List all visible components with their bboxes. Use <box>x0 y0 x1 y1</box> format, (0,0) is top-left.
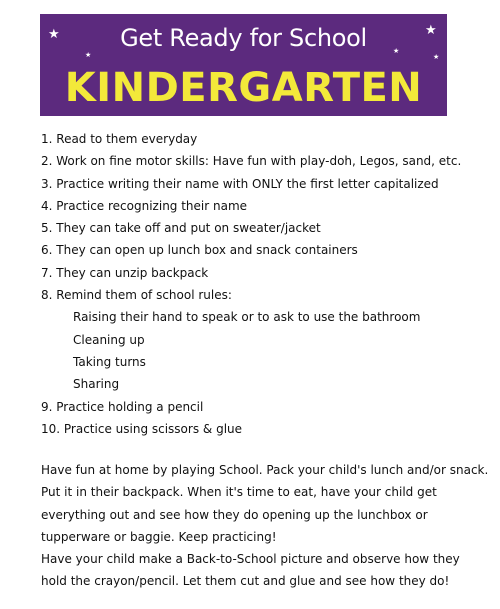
list-item: 3. Practice writing their name with ONLY the first letter capitalized <box>41 176 439 191</box>
star-icon: ★ <box>48 27 60 42</box>
list-item: 8. Remind them of school rules: <box>41 288 232 303</box>
banner-subtitle: Get Ready for School <box>120 24 367 52</box>
sub-list-item: Cleaning up <box>73 332 145 347</box>
star-icon: ★ <box>425 23 437 38</box>
list-item: 1. Read to them everyday <box>41 132 198 146</box>
header-banner <box>40 14 447 116</box>
list-item: 9. Practice holding a pencil <box>41 399 204 414</box>
paragraph-line: everything out and see how they do opening up the lunchbox or <box>41 507 428 522</box>
sub-list-item: Sharing <box>73 377 120 392</box>
star-icon: ★ <box>393 47 400 55</box>
star-icon: ★ <box>85 51 92 59</box>
list-item: 2. Work on fine motor skills: Have fun with play-doh, Legos, sand, etc. <box>41 154 462 169</box>
list-item: 4. Practice recognizing their name <box>41 198 248 213</box>
banner-title: KINDERGARTEN <box>64 65 423 111</box>
sub-list-item: Taking turns <box>73 354 146 369</box>
paragraph-line: hold the crayon/pencil. Let them cut and glue and see how they do! <box>41 574 450 589</box>
list-item: 6. They can open up lunch box and snack containers <box>41 243 358 258</box>
paragraph-line: Have fun at home by playing School. Pack your child's lunch and/or snack. <box>41 463 489 477</box>
paragraph-line: Put it in their backpack. When it's time to eat, have your child get <box>41 485 437 500</box>
sub-list-item: Raising their hand to speak or to ask to use the bathroom <box>73 310 421 325</box>
star-icon: ★ <box>433 53 440 61</box>
list-item: 5. They can take off and put on sweater/jacket <box>41 221 321 236</box>
list-item: 10. Practice using scissors & glue <box>41 421 243 436</box>
list-item: 7. They can unzip backpack <box>41 265 209 280</box>
tips-list <box>41 128 491 440</box>
paragraph-line: tupperware or baggie. Keep practicing! <box>41 529 277 544</box>
paragraph-line: Have your child make a Back-to-School picture and observe how they <box>41 552 460 567</box>
tips-paragraphs <box>41 459 491 593</box>
